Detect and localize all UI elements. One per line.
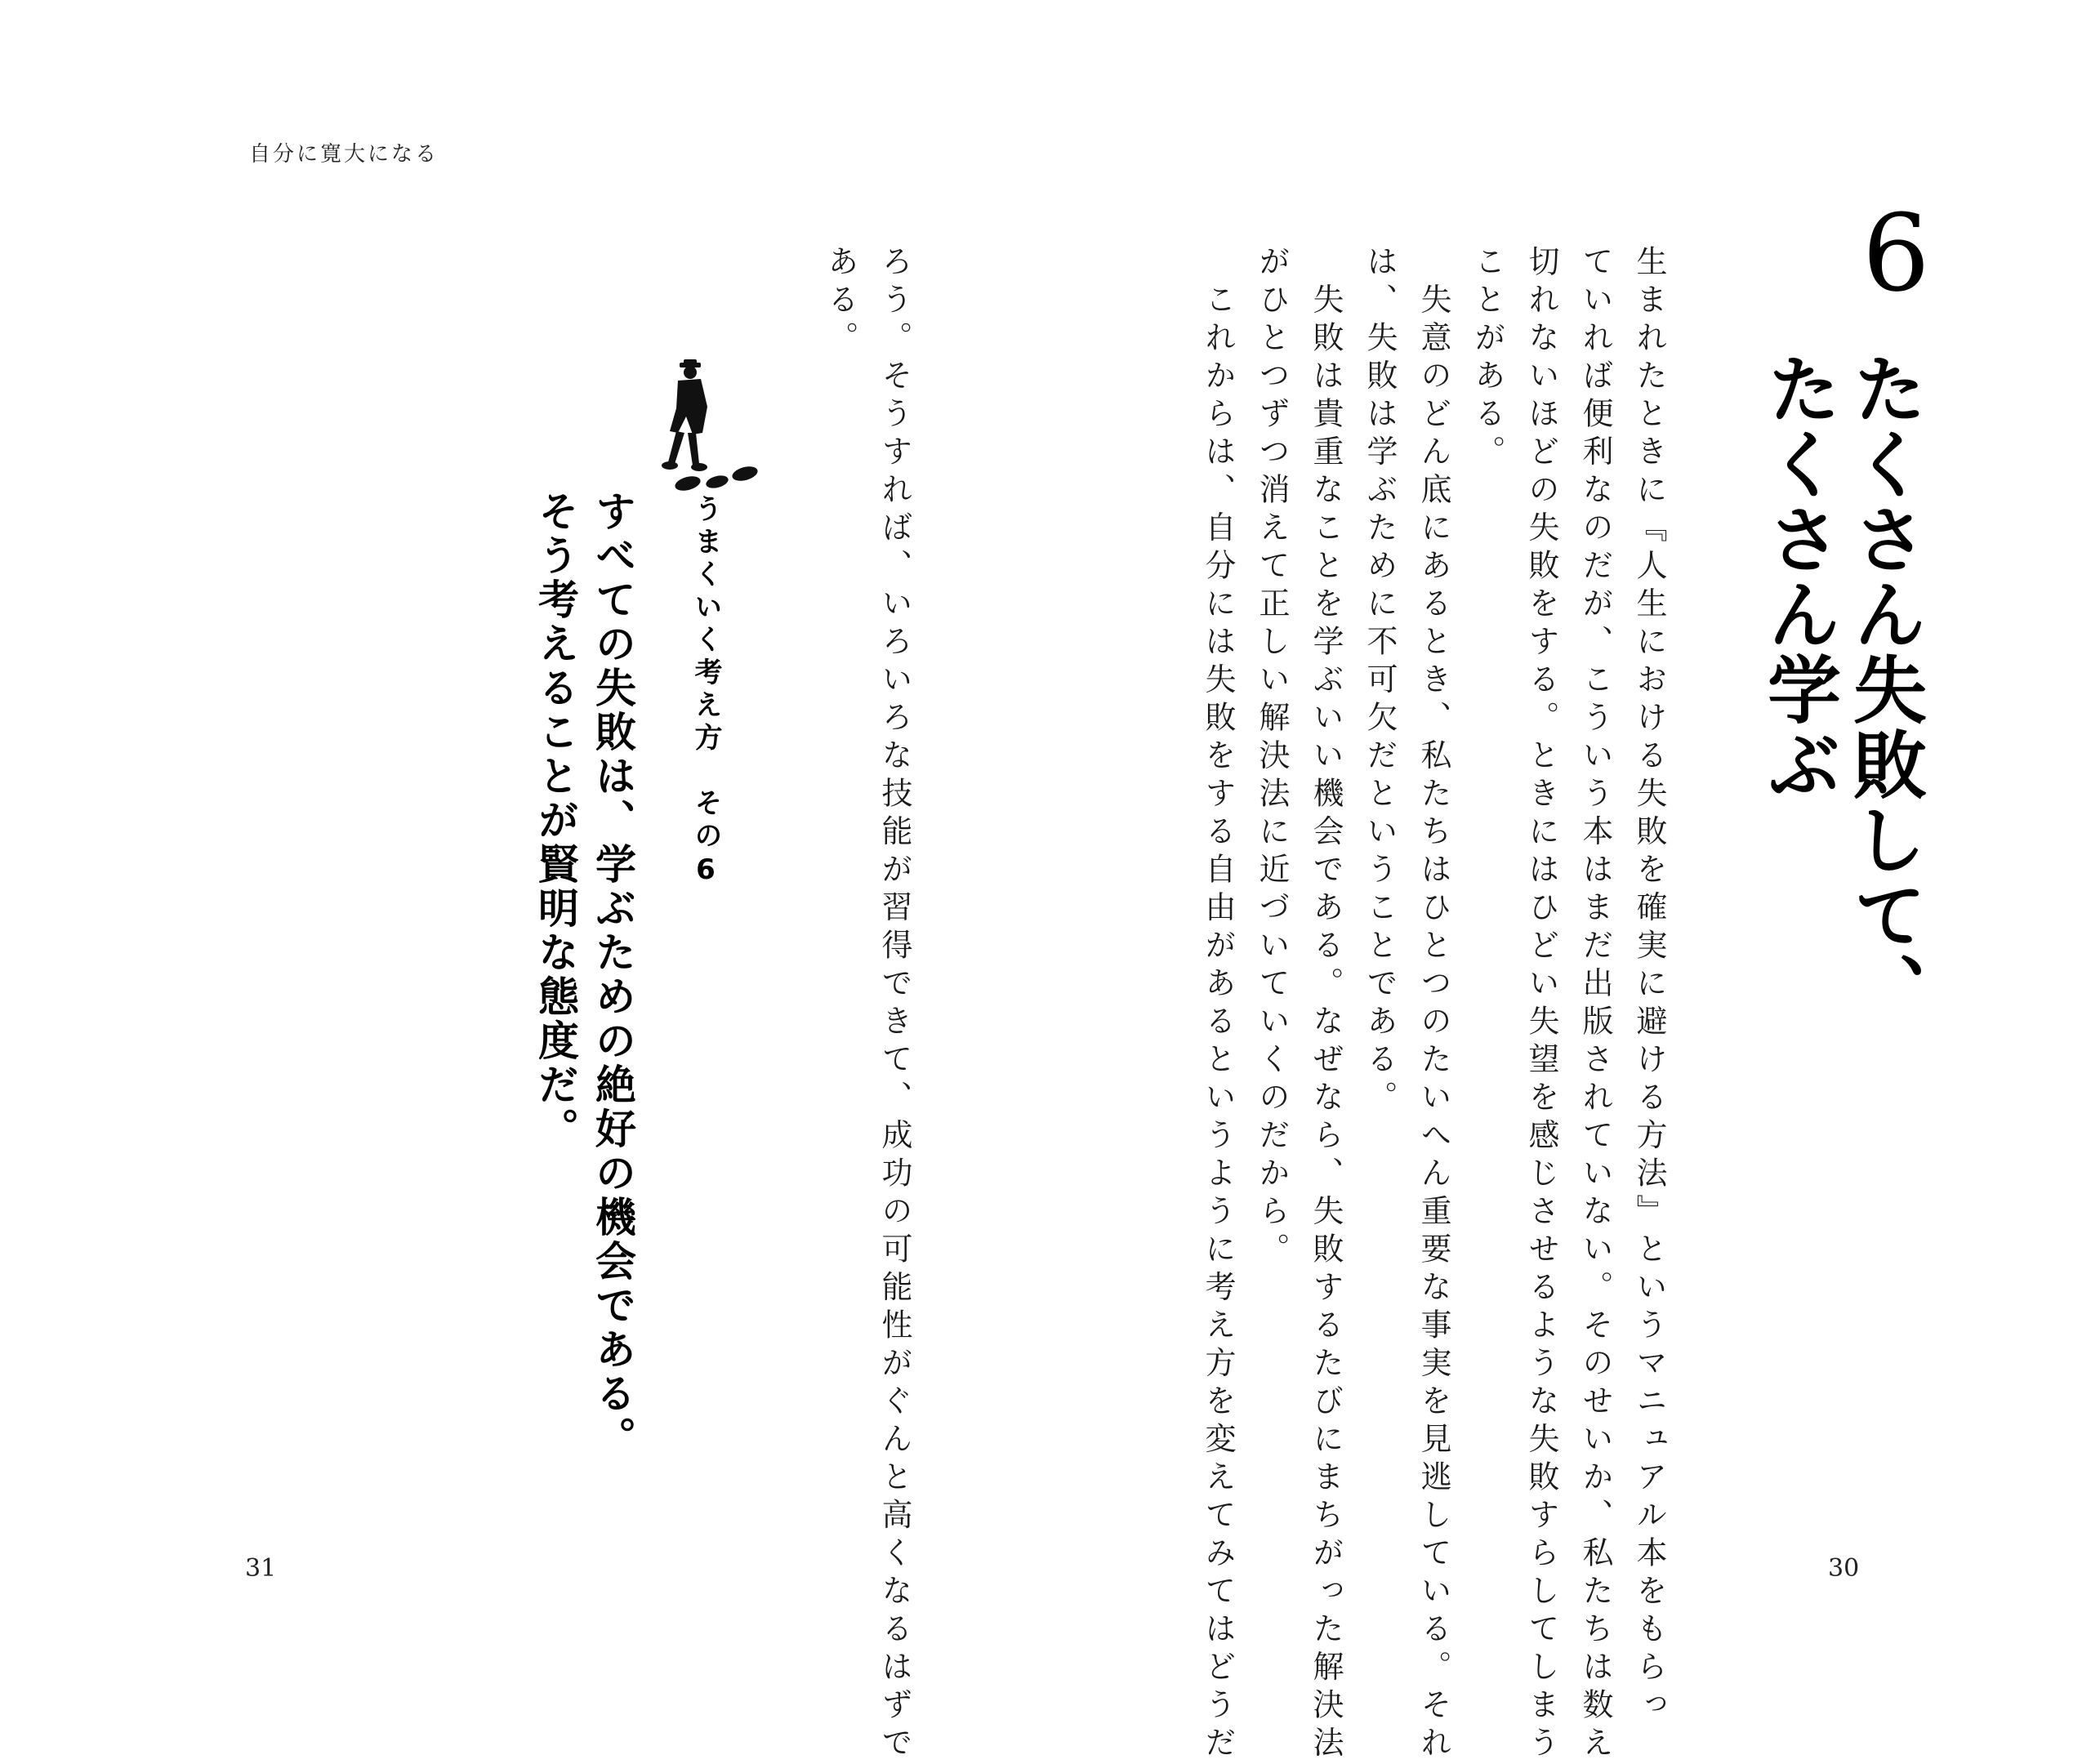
key-thought-line-1: すべての失敗は、学ぶための絶好の機会である。 bbox=[589, 490, 636, 1460]
chapter-number: 6 bbox=[1862, 191, 1930, 315]
body-line: ろう。そうすれば、いろいろな技能が習得できて、成功の可能性がぐんと高くなるはずで bbox=[876, 245, 912, 1764]
body-line: 切れないほどの失敗をする。ときにはひどい失望を感じさせるような失敗すらしてしまう bbox=[1523, 245, 1559, 1764]
body-line: 失敗は貴重なことを学ぶいい機会である。なぜなら、失敗するたびにまちがった解決法 bbox=[1308, 245, 1344, 1764]
running-head: 自分に寛大になる bbox=[249, 142, 439, 167]
body-line: これからは、自分には失敗をする自由があるというように考え方を変えてみてはどうだ bbox=[1200, 245, 1236, 1764]
page-number-left: 31 bbox=[245, 1554, 277, 1583]
body-line: がひとつずつ消えて正しい解決法に近づいていくのだから。 bbox=[1254, 245, 1290, 1271]
body-line: 生まれたときに『人生における失敗を確実に避ける方法』というマニュアル本をもらっ bbox=[1631, 245, 1667, 1726]
page-number-right: 30 bbox=[1828, 1554, 1860, 1583]
chapter-title-line-2: たくさん学ぶ bbox=[1754, 351, 1840, 802]
body-line: 失意のどん底にあるとき、私たちはひとつのたいへん重要な事実を見逃している。それ bbox=[1416, 245, 1451, 1764]
body-line: ことがある。 bbox=[1469, 245, 1505, 473]
chapter-title-line-1: たくさん失敗して、 bbox=[1840, 351, 1926, 1027]
body-line: ある。 bbox=[823, 245, 858, 359]
key-thought-heading: うまくいく考え方 その6 bbox=[689, 494, 722, 891]
key-thought-line-2: そう考えることが賢明な態度だ。 bbox=[532, 490, 579, 1152]
walking-man-footprints-icon bbox=[653, 359, 768, 506]
body-line: は、失敗は学ぶために不可欠だということである。 bbox=[1362, 245, 1398, 1119]
body-line: ていれば便利なのだが、こういう本はまだ出版されていない。そのせいか、私たちは数え bbox=[1577, 245, 1613, 1764]
